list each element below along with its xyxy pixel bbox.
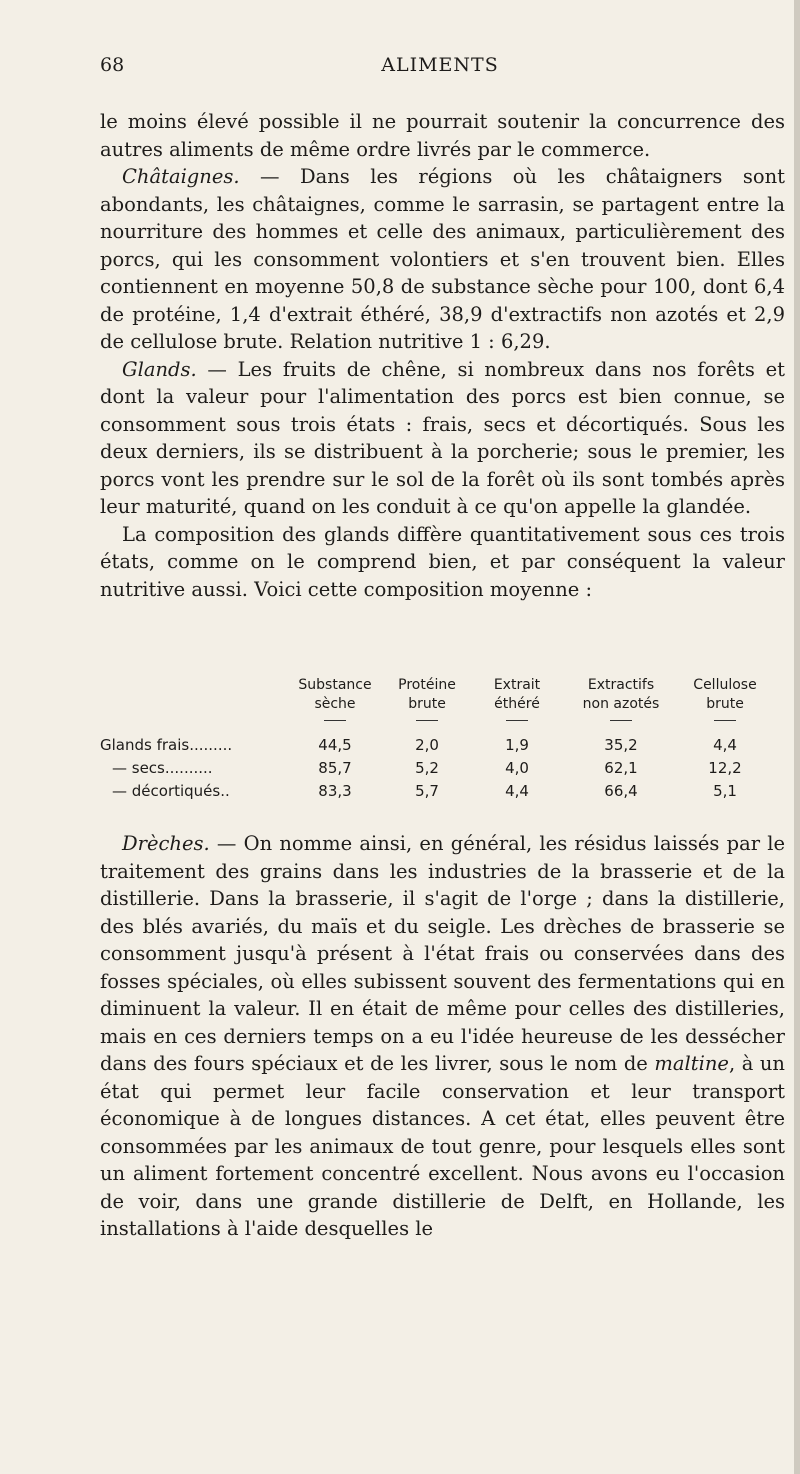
text-glands: — Les fruits de chêne, si nombreux dans nos forêts et dont la valeur pour l'alimentation des porcs est bien connue, se consomment sous trois états : frais, secs et décortiqués. Sous les deux derniers, ils se distribuent à la porcherie; sous le premier, les porcs vont les prendre sur le sol de la forêt où ils sont tombés après leur maturité, quand on les conduit à ce qu'on appelle la glandée. [100, 357, 785, 518]
text-chataignes: — Dans les régions où les châtaigners sont abondants, les châtaignes, comme le sarrasin, se partagent entre la nourriture des hommes et celle des animaux, particulièrement des porcs, qui les consomment volontiers et s'en trouvent bien. Elles contiennent en moyenne 50,8 de substance sèche pour 100, dont 6,4 de protéine, 1,4 d'extrait éthéré, 38,9 d'extractifs non azotés et 2,9 de cellulose brute. Relation nutritive 1 : 6,29. [100, 165, 785, 353]
table-cell: 62,1 [604, 759, 638, 777]
table-row [100, 736, 790, 759]
row-label: — secs.......... [112, 759, 213, 777]
table-row [100, 759, 790, 782]
page-header [100, 54, 780, 84]
body-text-upper [100, 108, 785, 603]
table-cell: 35,2 [604, 736, 638, 754]
text-dreches-1: — On nomme ainsi, en général, les résidus laissés par le traitement des grains dans les industries de la brasserie et de la distillerie. Dans la brasserie, il s'agit de l'orge ; dans la distillerie, des blés avariés, du maïs et du seigle. Les drèches de brasserie se consomment jusqu'à présent à l'état frais ou conservées dans des fosses spéciales, où elles subissent souvent des fermentations qui en diminuent la valeur. Il en était de même pour celles des distilleries, mais en ces derniers temps on a eu l'idée heureuse de les dessécher dans des fours spéciaux et de les livrer, sous le nom de [100, 832, 785, 1075]
body-text-lower [100, 830, 785, 1243]
table-cell: 4,0 [505, 759, 529, 777]
lead-glands: Glands. [122, 357, 197, 381]
table-cell: 44,5 [318, 736, 352, 754]
row-label: Glands frais......... [100, 736, 233, 754]
table-row [100, 782, 790, 805]
running-title: ALIMENTS [381, 54, 499, 76]
row-label: — décortiqués.. [112, 782, 230, 800]
italic-maltine: maltine [654, 1052, 729, 1075]
lead-dreches: Drèches. [122, 832, 210, 855]
page-edge-shadow [794, 0, 800, 1474]
page-number: 68 [100, 54, 125, 76]
table-header [100, 676, 790, 736]
column-header: Extractifs non azotés [566, 676, 676, 721]
table-cell: 12,2 [708, 759, 742, 777]
paragraph-composition: La composition des glands diffère quantitativement sous ces trois états, comme on le comprend bien, et par conséquent la valeur nutritive aussi. Voici cette composition moyenne : [100, 522, 785, 601]
table-cell: 5,1 [713, 782, 737, 800]
paragraph-chataignes [100, 163, 785, 356]
paragraph-dreches [100, 830, 785, 1243]
table-cell: 85,7 [318, 759, 352, 777]
table-cell: 4,4 [505, 782, 529, 800]
table-cell: 5,7 [415, 782, 439, 800]
paragraph-glands [100, 356, 785, 521]
text-dreches-2: , à un état qui permet leur facile conservation et leur transport économique à de longues distances. A cet état, elles peuvent être consommées par les animaux de tout genre, pour lesquels elles sont un aliment fortement concentré excellent. Nous avons eu l'occasion de voir, dans une grande distillerie de Delft, en Hollande, les installations à l'aide desquelles le [100, 1052, 785, 1240]
table-cell: 4,4 [713, 736, 737, 754]
table-cell: 83,3 [318, 782, 352, 800]
column-header: Extrait éthéré [462, 676, 572, 721]
table-cell: 66,4 [604, 782, 638, 800]
composition-table [100, 676, 790, 805]
table-cell: 2,0 [415, 736, 439, 754]
column-header: Substance sèche [280, 676, 390, 721]
table-cell: 5,2 [415, 759, 439, 777]
paragraph-intro: le moins élevé possible il ne pourrait soutenir la concurrence des autres aliments de même ordre livrés par le commerce. [100, 110, 785, 161]
column-header: Protéine brute [372, 676, 482, 721]
table-cell: 1,9 [505, 736, 529, 754]
lead-chataignes: Châtaignes. [122, 165, 240, 188]
column-header: Cellulose brute [670, 676, 780, 721]
